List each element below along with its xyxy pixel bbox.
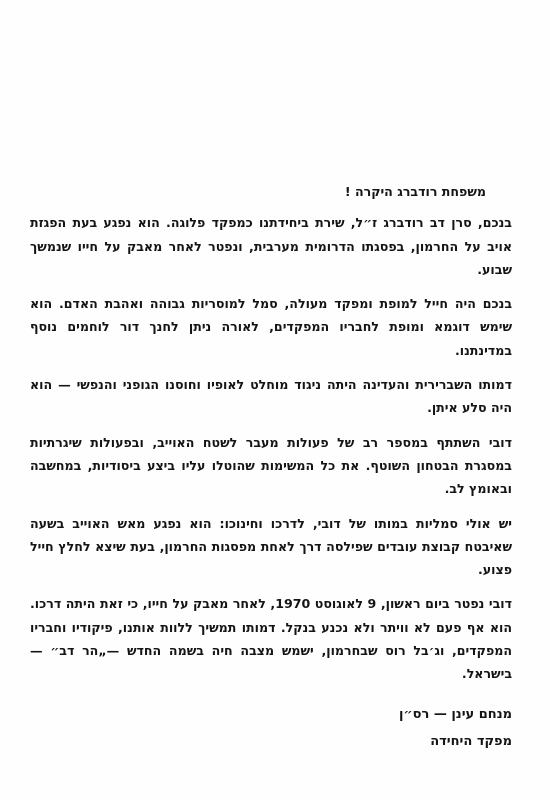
paragraph-5: יש אולי סמליות במותו של דובי, לדרכו וחינוכו: הוא נפגע מאש האוייב בשעה שאיבטח קבוצת עובדים שפילסה דרך לאחת מפסגות החרמון, בעת שיצא לחלץ חייל פצוע. (30, 515, 512, 578)
paragraph-4: דובי השתתף במספר רב של פעולות מעבר לשטח האוייב, ובפעולות שיגרתיות במסגרת הבטחון השוטף. את כל המשימות שהוטלו עליו ביצע ביסודיות, במחשבה ובאומץ לב. (30, 434, 512, 497)
paragraph-2: בנכם היה חייל למופת ומפקד מעולה, סמל למוסריות גבוהה ואהבת האדם. הוא שימש דוגמא ומופת לחבריו המפקדים, לאורה ניתן לחנך דור לוחמים נוסף במדינתנו. (30, 296, 512, 358)
signature-block (30, 701, 512, 755)
paragraph-3: דמותו השברירית והעדינה היתה ניגוד מוחלט לאופיו וחוסנו הגופני והנפשי — הוא היה סלע איתן. (30, 377, 512, 416)
letter-salutation: משפחת רודברג היקרה ! (344, 184, 486, 199)
signature-name: מנחם עינן — רס״ן (398, 706, 512, 722)
paragraph-1: בנכם, סרן דב רודברג ז״ל, שירת ביחידתנו כמפקד פלוגה. הוא נפגע בעת הפגזת אויב על החרמון, בפסגתו הדרומית מערבית, ונפטר לאחר מאבק על חייו שנמשך שבוע. (30, 215, 512, 277)
signature-title: מפקד היחידה (430, 733, 512, 749)
condolence-letter (30, 180, 512, 755)
paragraph-6: דובי נפטר ביום ראשון, 9 לאוגוסט 1970, לאחר מאבק על חייו, כי זאת היתה דרכו. הוא אף פעם לא וויתר ולא נכנע בנקל. דמותו תמשיך ללוות אותנו, פיקודיו וחבריו המפקדים, וג׳בל רוס שבחרמון, ישמש מצבה חיה בשמה החדש —„הר דב״ — בישראל. (30, 596, 512, 682)
